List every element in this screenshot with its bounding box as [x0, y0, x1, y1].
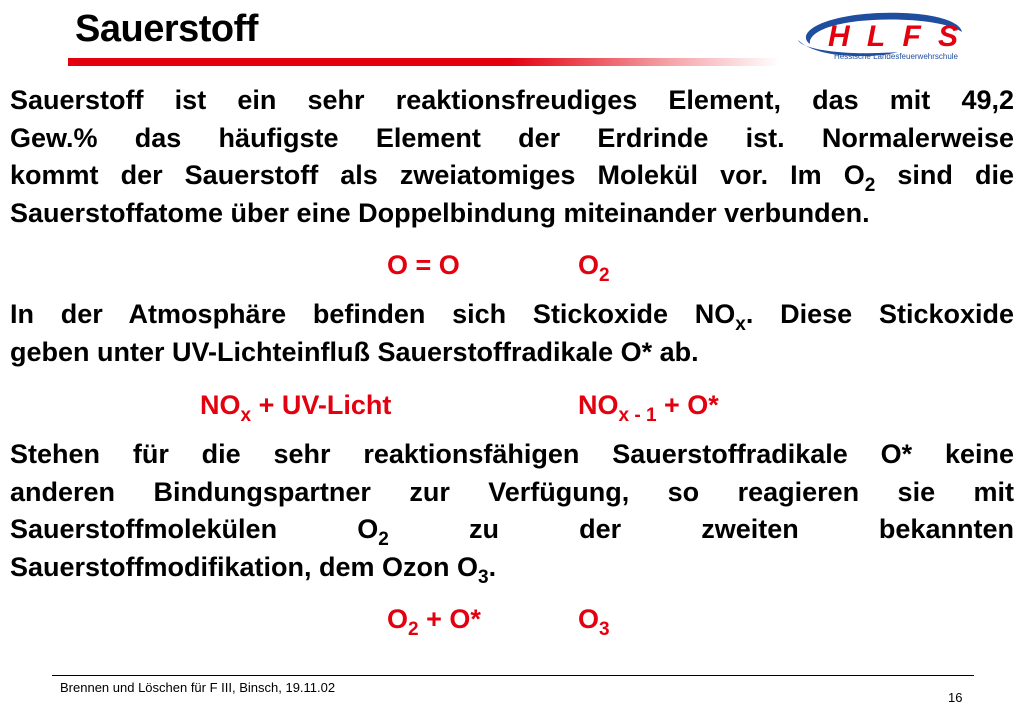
formula-3-right-main: O [578, 604, 600, 634]
p2-line1-subscript: x [735, 314, 746, 335]
paragraph-1-line-4: Sauerstoffatome über eine Doppelbindung miteinander verbunden. [10, 197, 870, 228]
p2-line1-text-a: In der Atmosphäre befinden sich Stickoxide NO [10, 299, 736, 329]
p3-line4-text-a: Sauerstoffmodifikation, dem Ozon O [10, 551, 479, 582]
formula-2-left-rest: + UV-Licht [251, 390, 392, 420]
logo-text: HLFS [828, 20, 958, 53]
formula-2-right [578, 390, 719, 426]
formula-2-left-main: NO [200, 390, 241, 420]
p3-line3-word-der: der [579, 514, 622, 544]
paragraph-1-line-2: Gew.% das häufigste Element der Erdrinde ist. Normalerweise [10, 122, 1014, 153]
paragraph-1-line-1: Sauerstoff ist ein sehr reaktionsfreudiges Element, das mit 49,2 [10, 85, 1014, 115]
p2-line1-text-b: . Diese Stickoxide [745, 299, 1014, 329]
p3-line4-text-b: . [488, 551, 497, 582]
hlfs-logo [788, 6, 968, 66]
p3-line3-o2: $O_2$ [357, 514, 389, 550]
p3-line3-word-bekannten: bekannten [878, 514, 1014, 544]
p3-line4-subscript: 3 [478, 566, 489, 588]
formula-3-left [387, 604, 481, 640]
formula-1-right [578, 250, 610, 286]
paragraph-3-line-3 [10, 511, 1014, 549]
p1-line3-text-b: sind die [875, 160, 1014, 190]
paragraph-3-line-2: anderen Bindungspartner zur Verfügung, so reagieren sie mit [10, 476, 1014, 507]
paragraph-3-line-4 [10, 549, 1014, 587]
formula-2-right-main: NO [578, 390, 619, 420]
formula-3-left-main: O [387, 604, 409, 634]
formula-3-right [578, 604, 610, 640]
formula-2-right-sub: x - 1 [618, 405, 657, 426]
paragraph-3 [10, 436, 1014, 586]
paragraph-2-line-2: geben unter UV-Lichteinfluß Sauerstoffradikale O* ab. [10, 336, 699, 367]
paragraph-2-line-1 [10, 296, 1014, 334]
formula-1-right-main: O [578, 250, 600, 280]
p1-line3-subscript: 2 [864, 175, 876, 196]
formula-3-right-sub: 3 [599, 619, 610, 640]
formula-3-left-rest: + O* [418, 604, 481, 634]
p3-line3-word-zu: zu [468, 514, 499, 544]
slide-title: Sauerstoff [75, 8, 258, 50]
formula-1-left: O = O [387, 250, 460, 280]
logo-subtitle: Hessische Landesfeuerwehrschule [834, 52, 958, 61]
footer-text: Brennen und Löschen für F III, Binsch, 19.11.02 [60, 680, 336, 695]
title-underline [68, 58, 780, 66]
formula-2-left [200, 390, 392, 426]
paragraph-1-line-3 [10, 157, 1014, 195]
p3-line3-word-zweiten: zweiten [701, 514, 799, 544]
paragraph-3-line-1: Stehen für die sehr reaktionsfähigen Sauerstoffradikale O* keine [10, 439, 1014, 469]
paragraph-1 [10, 82, 1014, 232]
p1-line3-text-a: kommt der Sauerstoff als zweiatomiges Molekül vor. Im O [10, 160, 865, 190]
formula-1-right-sub: 2 [599, 265, 610, 286]
p3-line3-word-1: Sauerstoffmolekülen [10, 514, 278, 544]
footer-divider [52, 675, 974, 676]
page-number: 16 [948, 690, 963, 705]
hlfs-logo-graphic [788, 6, 968, 66]
paragraph-2 [10, 296, 1014, 371]
formula-3-left-sub: 2 [408, 619, 419, 640]
formula-2-left-sub: x [240, 405, 252, 426]
formula-2-right-rest: + O* [656, 390, 719, 420]
